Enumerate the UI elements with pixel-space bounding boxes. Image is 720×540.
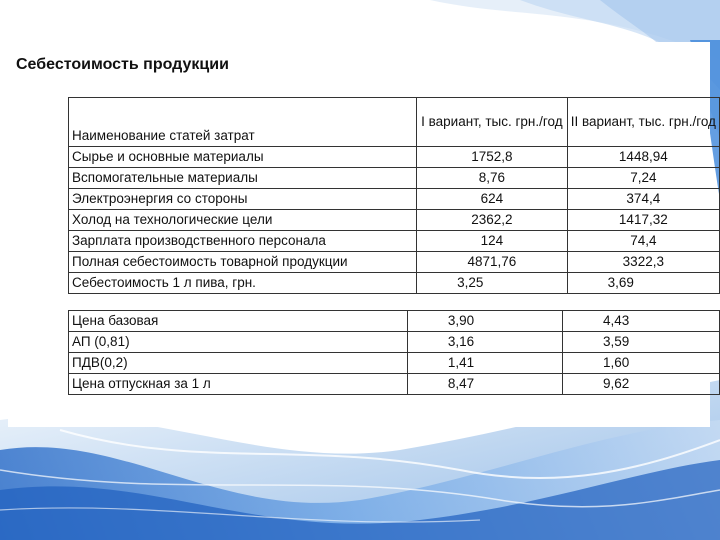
table-row — [69, 147, 720, 168]
row-variant-2: 3,59 — [563, 332, 720, 353]
row-variant-2: 1,60 — [563, 353, 720, 374]
row-variant-2: 374,4 — [567, 189, 719, 210]
row-label: ПДВ(0,2) — [69, 353, 408, 374]
header-variant-1: I вариант, тыс. грн./год — [417, 98, 568, 147]
row-variant-2: 3322,3 — [567, 252, 719, 273]
header-cost-item: Наименование статей затрат — [69, 98, 417, 147]
row-label: Цена отпускная за 1 л — [69, 374, 408, 395]
row-label: Электроэнергия со стороны — [69, 189, 417, 210]
row-variant-1: 624 — [417, 189, 568, 210]
row-variant-2: 1448,94 — [567, 147, 719, 168]
row-variant-1: 3,16 — [407, 332, 562, 353]
row-variant-2: 4,43 — [563, 311, 720, 332]
table-row — [69, 353, 720, 374]
row-variant-2: 1417,32 — [567, 210, 719, 231]
table-row — [69, 189, 720, 210]
table-row — [69, 311, 720, 332]
table-row — [69, 252, 720, 273]
row-variant-1: 1752,8 — [417, 147, 568, 168]
table-row — [69, 374, 720, 395]
row-variant-2: 74,4 — [567, 231, 719, 252]
row-variant-1: 8,47 — [407, 374, 562, 395]
table-row — [69, 210, 720, 231]
row-variant-1: 3,25 — [417, 273, 568, 294]
row-label: Зарплата производственного персонала — [69, 231, 417, 252]
row-label: Холод на технологические цели — [69, 210, 417, 231]
row-variant-1: 1,41 — [407, 353, 562, 374]
row-label: Себестоимость 1 л пива, грн. — [69, 273, 417, 294]
row-label: Полная себестоимость товарной продукции — [69, 252, 417, 273]
table-header-row — [69, 98, 720, 147]
header-variant-2: II вариант, тыс. грн./год — [567, 98, 719, 147]
cost-table — [68, 97, 720, 294]
row-variant-1: 124 — [417, 231, 568, 252]
table-row — [69, 332, 720, 353]
row-label: Цена базовая — [69, 311, 408, 332]
table-row — [69, 168, 720, 189]
row-variant-1: 8,76 — [417, 168, 568, 189]
table-row — [69, 273, 720, 294]
row-variant-2: 7,24 — [567, 168, 719, 189]
row-variant-1: 3,90 — [407, 311, 562, 332]
table-row — [69, 231, 720, 252]
page-title: Себестоимость продукции — [16, 56, 229, 73]
row-variant-2: 3,69 — [567, 273, 719, 294]
price-table — [68, 310, 720, 395]
row-variant-1: 4871,76 — [417, 252, 568, 273]
row-label: АП (0,81) — [69, 332, 408, 353]
row-label: Сырье и основные материалы — [69, 147, 417, 168]
row-label: Вспомогательные материалы — [69, 168, 417, 189]
row-variant-1: 2362,2 — [417, 210, 568, 231]
row-variant-2: 9,62 — [563, 374, 720, 395]
